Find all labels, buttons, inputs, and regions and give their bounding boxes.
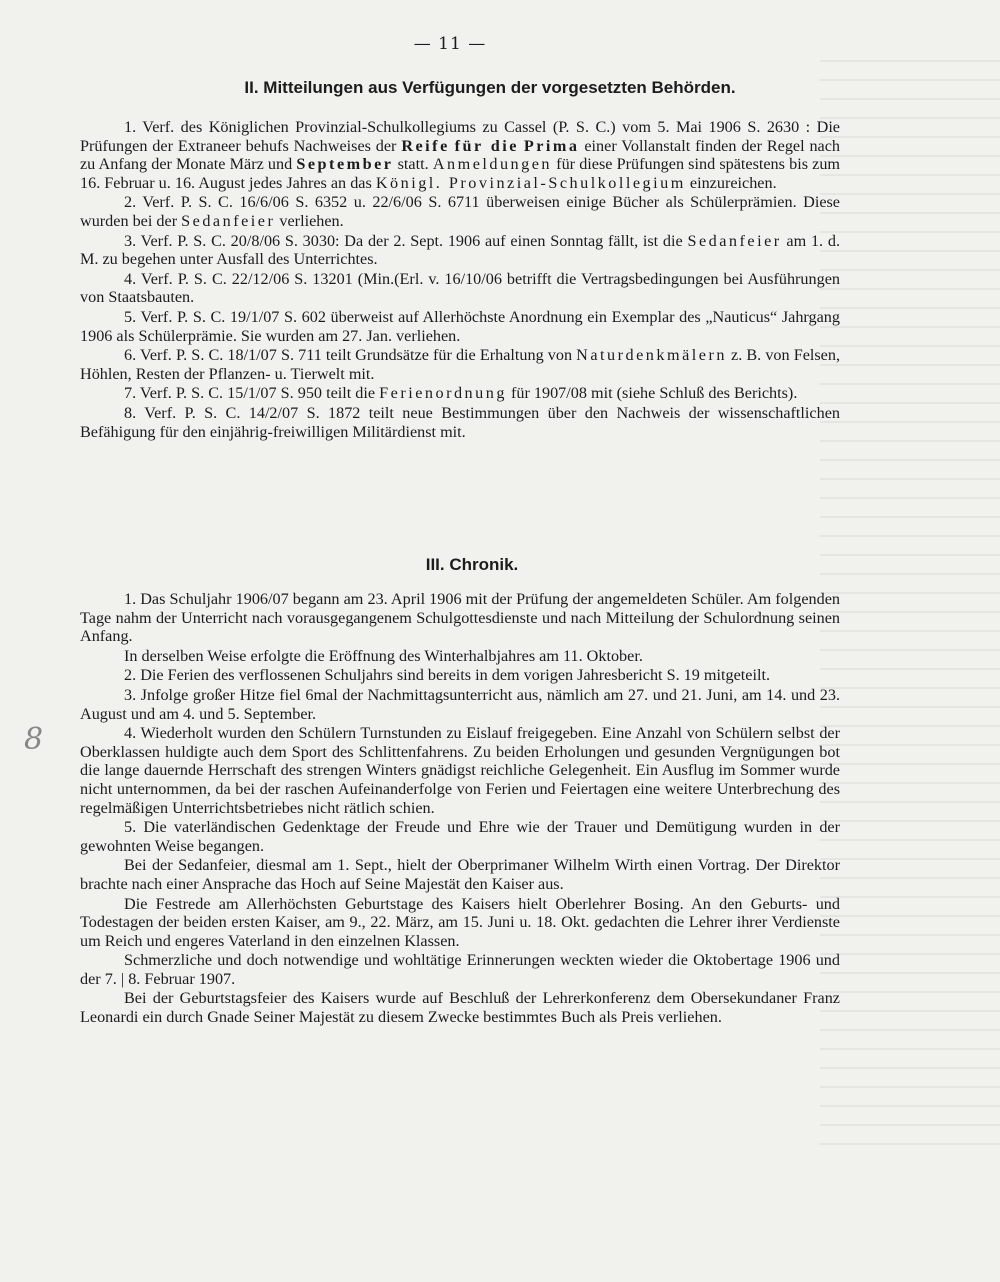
paragraph-5: 5. Verf. P. S. C. 19/1/07 S. 602 überweist auf Allerhöchste Anordnung ein Exemplar des „Nauticus“ Jahrgang 1906 als Schülerprämie. Sie wurden am 27. Jan. verliehen. bbox=[80, 307, 840, 345]
chronik-paragraph-2: 2. Die Ferien des verflossenen Schuljahrs sind bereits in dem vorigen Jahresbericht S. 19 mitgeteilt. bbox=[124, 666, 771, 685]
paragraph-4: 4. Verf. P. S. C. 22/12/06 S. 13201 (Min.(Erl. v. 16/10/06 betrifft die Vertragsbedingungen bei Ausführungen von Staatsbauten. bbox=[80, 269, 840, 307]
paragraph-3: 3. Verf. P. S. C. 20/8/06 S. 3030: Da der 2. Sept. 1906 auf einen Sonntag fällt, ist die Sedanfeier am 1. d. M. zu begehen unter Ausfall des Unterrichtes. bbox=[80, 231, 840, 269]
section-2-body bbox=[80, 118, 840, 441]
chronik-paragraph-5d: Schmerzliche und doch notwendige und wohltätige Erinnerungen weckten wieder die Oktobertage 1906 und der 7. | 8. Februar 1907. bbox=[80, 951, 840, 988]
section-2-heading: II. Mitteilungen aus Verfügungen der vorgesetzten Behörden. bbox=[244, 78, 736, 97]
bleed-through-texture bbox=[820, 60, 1000, 1160]
paragraph-1: 1. Verf. des Königlichen Provinzial-Schulkollegiums zu Cassel (P. S. C.) vom 5. Mai 1906 S. 2630 : Die Prüfungen der Extraneer behufs Nachweises der Reife für die Prima einer Vollanstalt finden der Regel nach zu Anfang der Monate März und September statt. Anmeldungen für diese Prüfungen sind spätestens bis zum 16. Februar u. 16. August jedes Jahres an das Königl. Provinzial-Schulkollegium einzureichen. bbox=[80, 118, 841, 192]
chronik-paragraph-4: 4. Wiederholt wurden den Schülern Turnstunden zu Eislauf freigegeben. Eine Anzahl von Schülern selbst der Oberklassen huldigte auch dem Sport des Schlittenfahrens. Zu beiden Erholungen und gesunden Vergnügungen bot die lange dauernde Herrschaft des strengen Winters gnädigst reichliche Gelegenheit. Ein Ausflug im Sommer wurde nicht unternommen, da bei der raschen Aufeinanderfolge von Ferien und Feiertagen eine weitere Unterbrechung des regelmäßigen Unterrichtsbetriebes nicht rätlich schien. bbox=[80, 724, 840, 817]
paragraph-6: 6. Verf. P. S. C. 18/1/07 S. 711 teilt Grundsätze für die Erhaltung von Naturdenkmälern z. B. von Felsen, Höhlen, Resten der Pflanzen- u. Tierwelt mit. bbox=[80, 346, 841, 383]
chronik-paragraph-5b: Bei der Sedanfeier, diesmal am 1. Sept., hielt der Oberprimaner Wilhelm Wirth einen Vortrag. Der Direktor brachte nach einer Ansprache das Hoch auf Seine Majestät den Kaiser aus. bbox=[80, 856, 840, 893]
section-3-body bbox=[80, 590, 840, 1027]
chronik-paragraph-3: 3. Jnfolge großer Hitze fiel 6mal der Nachmittagsunterricht aus, nämlich am 27. und 21. Juni, am 14. und 23. August und am 4. und 5. September. bbox=[80, 685, 840, 723]
section-3-heading: III. Chronik. bbox=[425, 555, 519, 574]
page-number: — 11 — bbox=[413, 34, 487, 54]
paragraph-8: 8. Verf. P. S. C. 14/2/07 S. 1872 teilt neue Bestimmungen über den Nachweis der wissenschaftlichen Befähigung für den einjährig-freiwilligen Militärdienst mit. bbox=[80, 403, 840, 441]
chronik-paragraph-1: 1. Das Schuljahr 1906/07 begann am 23. April 1906 mit der Prüfung der angemeldeten Schüler. Am folgenden Tage nahm der Unterricht nach vorausgegangenem Schulgottesdienste und nach Mitteilung der Schulordnung seinen Anfang. bbox=[80, 590, 840, 646]
chronik-paragraph-5: 5. Die vaterländischen Gedenktage der Freude und Ehre wie der Trauer und Demütigung wurden in der gewohnten Weise begangen. bbox=[80, 818, 840, 855]
paragraph-2: 2. Verf. P. S. C. 16/6/06 S. 6352 u. 22/6/06 S. 6711 überweisen einige Bücher als Schülerprämien. Diese wurden bei der Sedanfeier verliehen. bbox=[80, 193, 840, 230]
chronik-paragraph-1b: In derselben Weise erfolgte die Eröffnung des Winterhalbjahres am 11. Oktober. bbox=[124, 646, 643, 665]
paragraph-7: 7. Verf. P. S. C. 15/1/07 S. 950 teilt die Ferienordnung für 1907/08 mit (siehe Schluß des Berichts). bbox=[124, 384, 798, 403]
margin-annotation: 8 bbox=[24, 722, 44, 757]
chronik-paragraph-5e: Bei der Geburtstagsfeier des Kaisers wurde auf Beschluß der Lehrerkonferenz dem Obersekundaner Franz Leonardi ein durch Gnade Seiner Majestät zu diesem Zwecke bestimmtes Buch als Preis verliehen. bbox=[80, 989, 840, 1027]
chronik-paragraph-5c: Die Festrede am Allerhöchsten Geburtstage des Kaisers hielt Oberlehrer Bosing. An den Geburts- und Todestagen der beiden ersten Kaiser, am 9., 22. März, am 15. Juni u. 18. Okt. gedachten die Lehrer ihrer Verdienste um Reich und engeres Vaterland in den einzelnen Klassen. bbox=[80, 894, 840, 950]
